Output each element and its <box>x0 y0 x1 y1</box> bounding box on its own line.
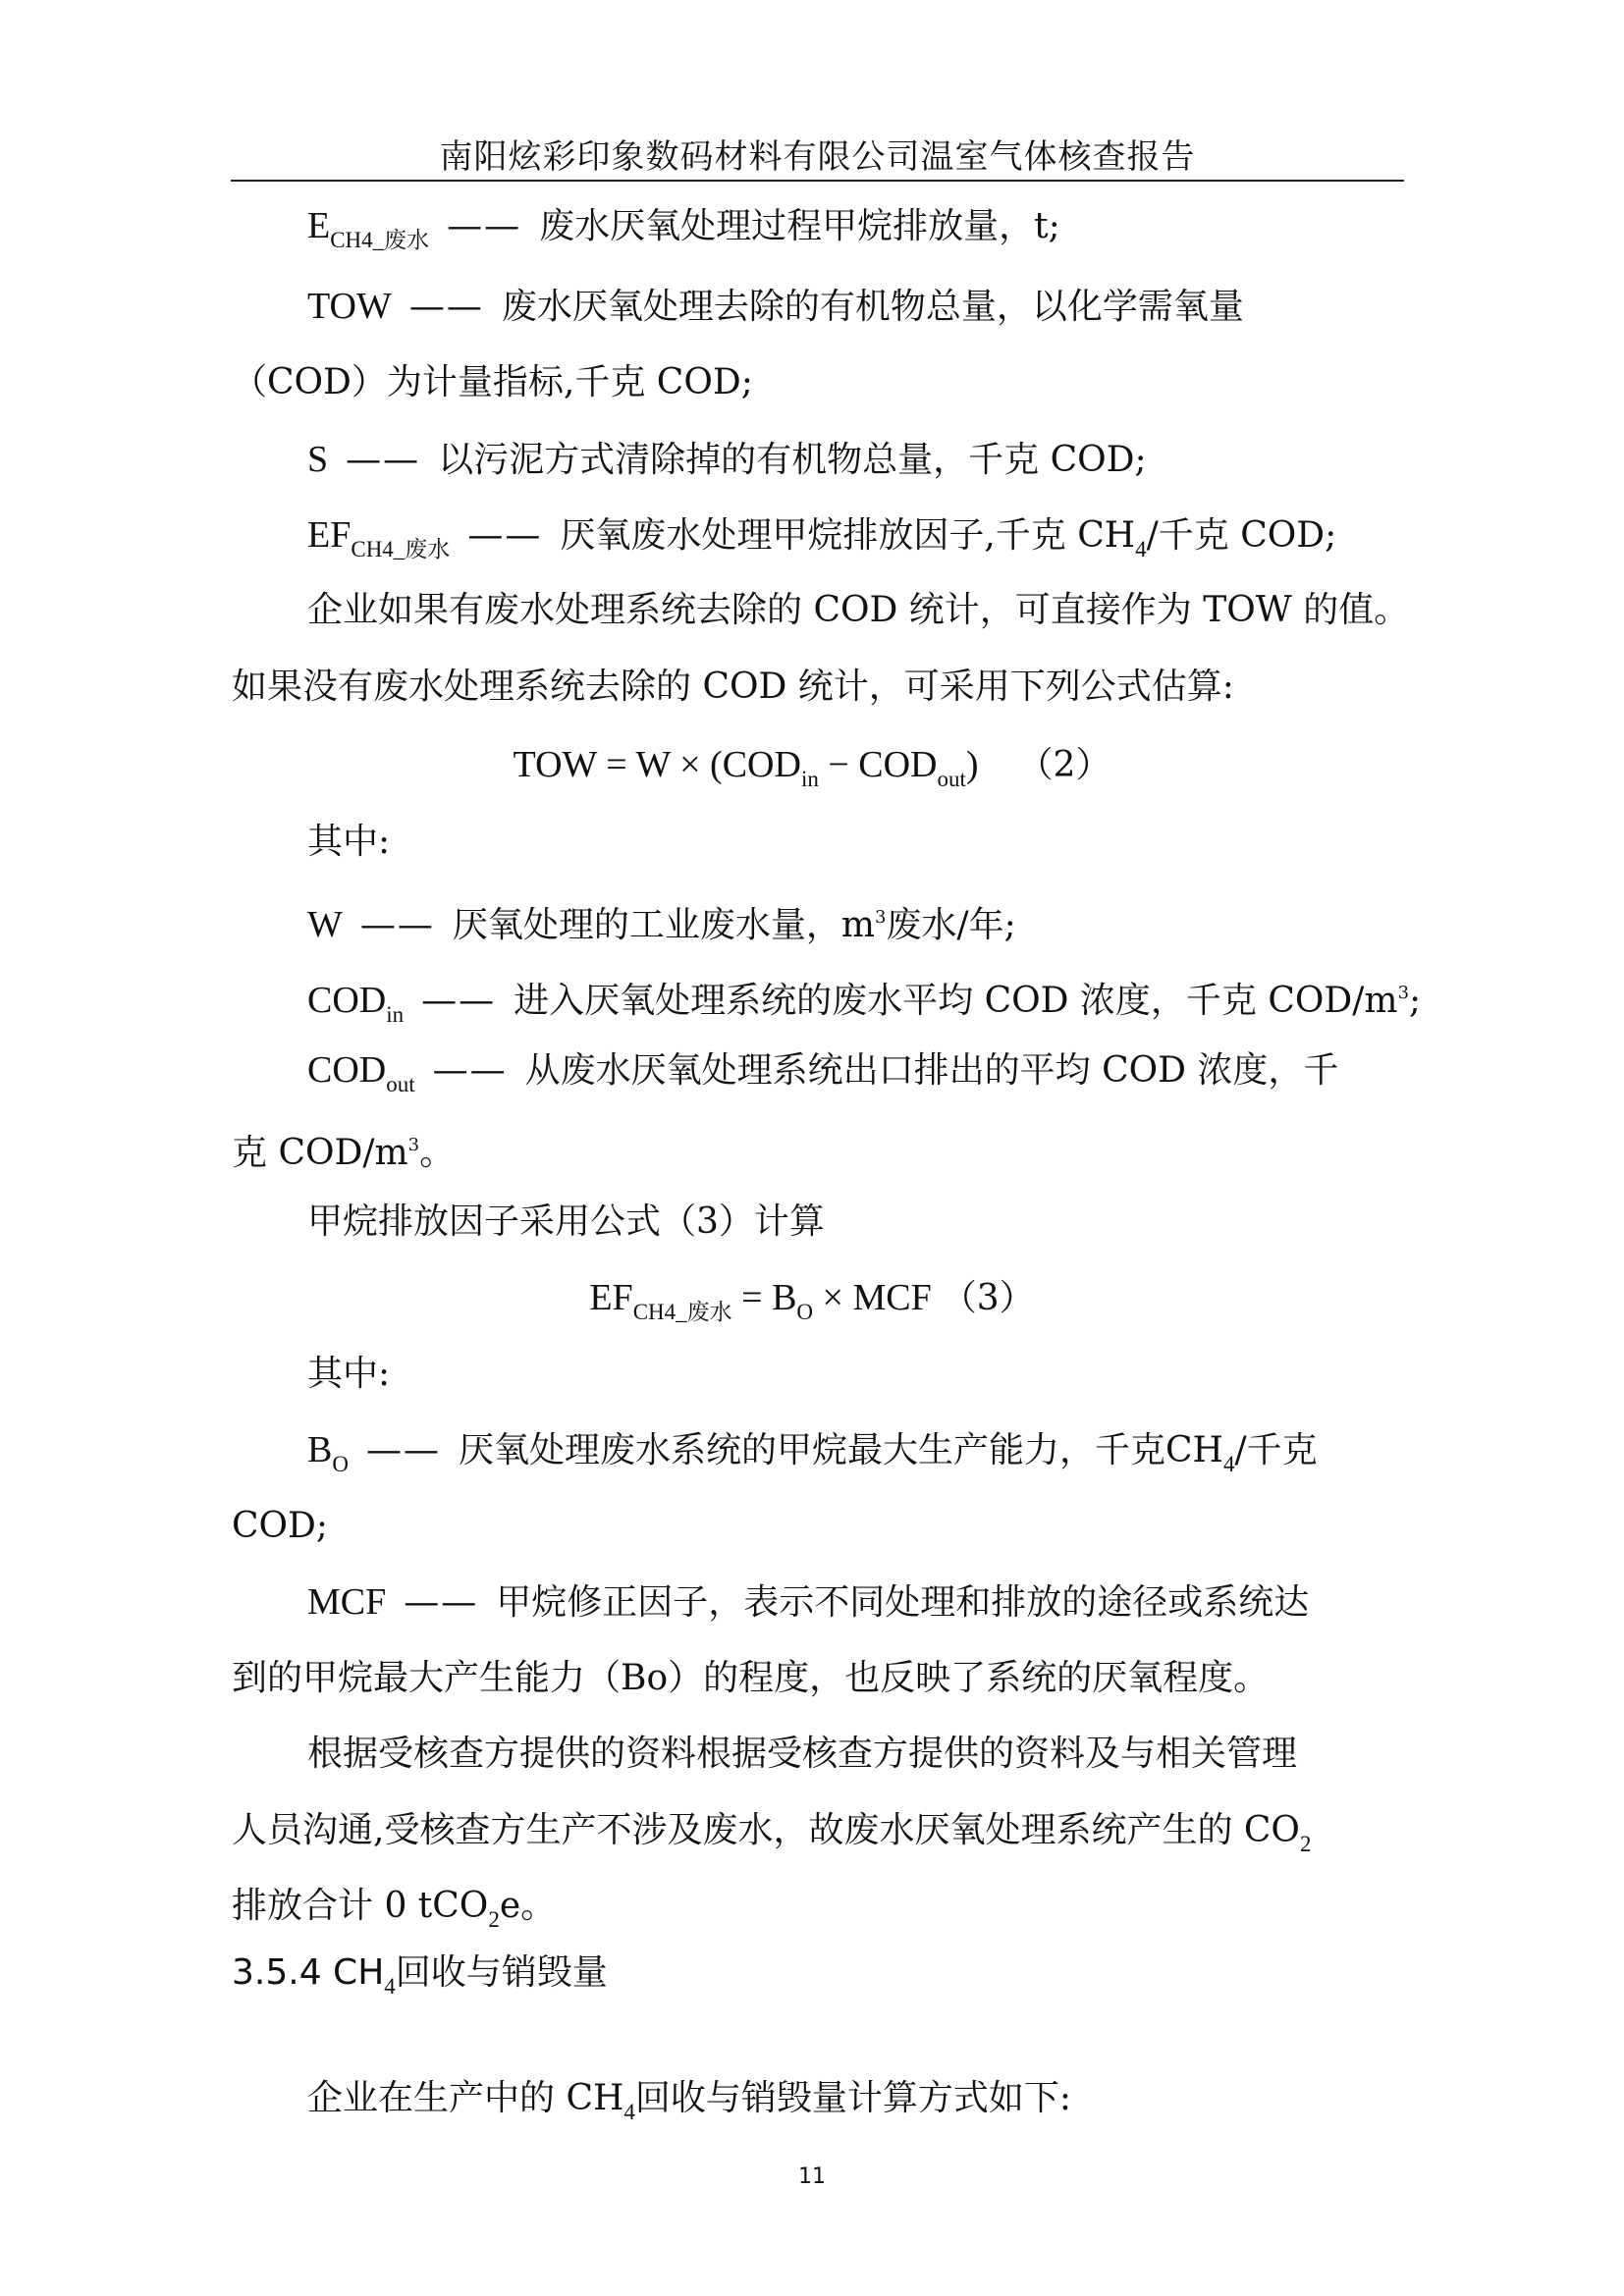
ch4-subscript: 4 <box>623 2100 635 2124</box>
formula-sub-out: out <box>937 767 966 791</box>
dash: —— <box>467 515 543 556</box>
def-text: 废水厌氧处理过程甲烷排放量，t; <box>539 206 1060 246</box>
var-text: 从废水厌氧处理系统出口排出的平均 COD 浓度，千 <box>524 1050 1339 1091</box>
symbol-e-subscript: CH4_废水 <box>330 228 430 252</box>
formula-ef: EF <box>589 1277 633 1318</box>
symbol-ef: EF <box>307 514 352 556</box>
var-bo <box>307 1428 1318 1486</box>
var-text-tail: 废水/年; <box>886 905 1016 945</box>
dash: —— <box>447 206 522 246</box>
symbol-e: E <box>307 205 331 246</box>
dash: —— <box>432 1050 508 1091</box>
var-text-tail: 。 <box>419 1133 456 1173</box>
formula-rhs: = B <box>731 1277 797 1318</box>
var-bo-cont: COD; <box>232 1506 329 1546</box>
para4 <box>307 2077 1071 2134</box>
report-header-title: 南阳炫彩印象数码材料有限公司温室气体核查报告 <box>439 137 1196 177</box>
section-heading <box>232 1951 608 2008</box>
formula-number: （2） <box>1017 745 1111 785</box>
para-text: 排放合计 0 tCO <box>232 1886 489 1926</box>
formula-rhs: ) <box>965 744 979 785</box>
symbol-tow: TOW <box>307 286 392 327</box>
para1-line2: 如果没有废水处理系统去除的 COD 统计，可采用下列公式估算: <box>232 667 1234 707</box>
symbol-cod-sub-in: in <box>386 1002 405 1027</box>
var-text: 进入厌氧处理系统的废水平均 COD 浓度，千克 COD/m <box>514 981 1398 1021</box>
para3-line3 <box>232 1885 556 1942</box>
where-label-1: 其中: <box>307 822 391 862</box>
def-e-ch4 <box>307 204 1060 262</box>
var-text-tail: ; <box>1409 981 1422 1021</box>
cubic-superscript: 3 <box>1397 983 1410 1003</box>
def-s <box>307 438 1147 482</box>
symbol-mcf: MCF <box>307 1581 387 1623</box>
header-divider <box>231 180 1404 182</box>
var-mcf-cont: 到的甲烷最大产生能力（Bo）的程度，也反映了系统的厌氧程度。 <box>232 1658 1270 1698</box>
ch4-subscript: 4 <box>1222 1452 1235 1476</box>
co2-subscript: 2 <box>488 1907 500 1932</box>
def-text: 厌氧废水处理甲烷排放因子,千克 CH <box>560 515 1136 556</box>
var-text: 克 COD/m <box>232 1133 408 1173</box>
symbol-ef-subscript: CH4_废水 <box>351 537 451 561</box>
section-title-tail: 回收与销毁量 <box>395 1952 608 1993</box>
co2-subscript: 2 <box>1299 1832 1312 1856</box>
dash: —— <box>359 905 435 945</box>
def-text: 以污泥方式清除掉的有机物总量，千克 COD; <box>438 440 1147 480</box>
section-title: CH <box>321 1952 385 1993</box>
symbol-cod-sub-out: out <box>386 1072 415 1096</box>
var-text: 厌氧处理的工业废水量，m <box>452 905 876 945</box>
para-text: 企业在生产中的 CH <box>307 2078 624 2118</box>
var-text: 厌氧处理废水系统的甲烷最大生产能力，千克CH <box>458 1430 1223 1470</box>
symbol-w: W <box>307 904 343 945</box>
cubic-superscript: 3 <box>407 1135 420 1155</box>
formula-mid: − COD <box>818 744 938 785</box>
def-text-tail: /千克 COD; <box>1146 515 1337 556</box>
para3-line2 <box>232 1809 1311 1866</box>
para-text-tail: 回收与销毁量计算方式如下: <box>634 2078 1072 2118</box>
formula-sub-in: in <box>800 767 819 791</box>
dash: —— <box>408 287 484 327</box>
def-text: 废水厌氧处理去除的有机物总量，以化学需氧量 <box>501 287 1244 327</box>
cubic-superscript: 3 <box>875 907 887 928</box>
formula-lhs: TOW = W × (COD <box>513 744 801 785</box>
formula-3 <box>0 1276 1624 1334</box>
section-number: 3.5.4 <box>232 1952 322 1993</box>
dash: —— <box>404 1582 479 1623</box>
var-text: 甲烷修正因子，表示不同处理和排放的途径或系统达 <box>496 1582 1310 1623</box>
symbol-b-subscript: O <box>332 1452 349 1476</box>
dash: —— <box>346 440 421 480</box>
var-mcf <box>307 1580 1309 1625</box>
dash: —— <box>365 1430 441 1470</box>
para1-line1: 企业如果有废水处理系统去除的 COD 统计，可直接作为 TOW 的值。 <box>307 590 1410 630</box>
var-text-tail: /千克 <box>1234 1430 1318 1470</box>
dash: —— <box>421 981 497 1021</box>
def-ef <box>307 513 1336 571</box>
var-w <box>307 896 1016 947</box>
var-cod-in <box>307 972 1421 1037</box>
formula-ef-subscript: CH4_废水 <box>632 1300 732 1324</box>
where-label-2: 其中: <box>307 1354 391 1394</box>
symbol-cod: COD <box>307 1049 387 1091</box>
para-text-tail: e。 <box>499 1886 557 1926</box>
def-tow <box>307 285 1244 329</box>
formula-bo-subscript: O <box>796 1300 814 1324</box>
ch4-subscript: 4 <box>384 1974 396 1999</box>
def-tow-cont: （COD）为计量指标,千克 COD; <box>232 362 753 402</box>
symbol-cod: COD <box>307 980 387 1021</box>
page-number: 11 <box>798 2164 826 2189</box>
symbol-s: S <box>307 439 329 480</box>
para3-line1: 根据受核查方提供的资料根据受核查方提供的资料及与相关管理 <box>307 1734 1298 1774</box>
para-text: 人员沟通,受核查方生产不涉及废水，故废水厌氧处理系统产生的 CO <box>232 1810 1300 1850</box>
ch4-subscript: 4 <box>1135 537 1147 561</box>
var-cod-out <box>307 1048 1338 1106</box>
symbol-b: B <box>307 1429 333 1470</box>
formula-mcf: × MCF <box>813 1277 932 1318</box>
formula-number: （3） <box>941 1278 1035 1318</box>
var-cod-out-cont <box>232 1124 455 1175</box>
para2: 甲烷排放因子采用公式（3）计算 <box>307 1201 825 1242</box>
formula-2 <box>0 743 1624 801</box>
